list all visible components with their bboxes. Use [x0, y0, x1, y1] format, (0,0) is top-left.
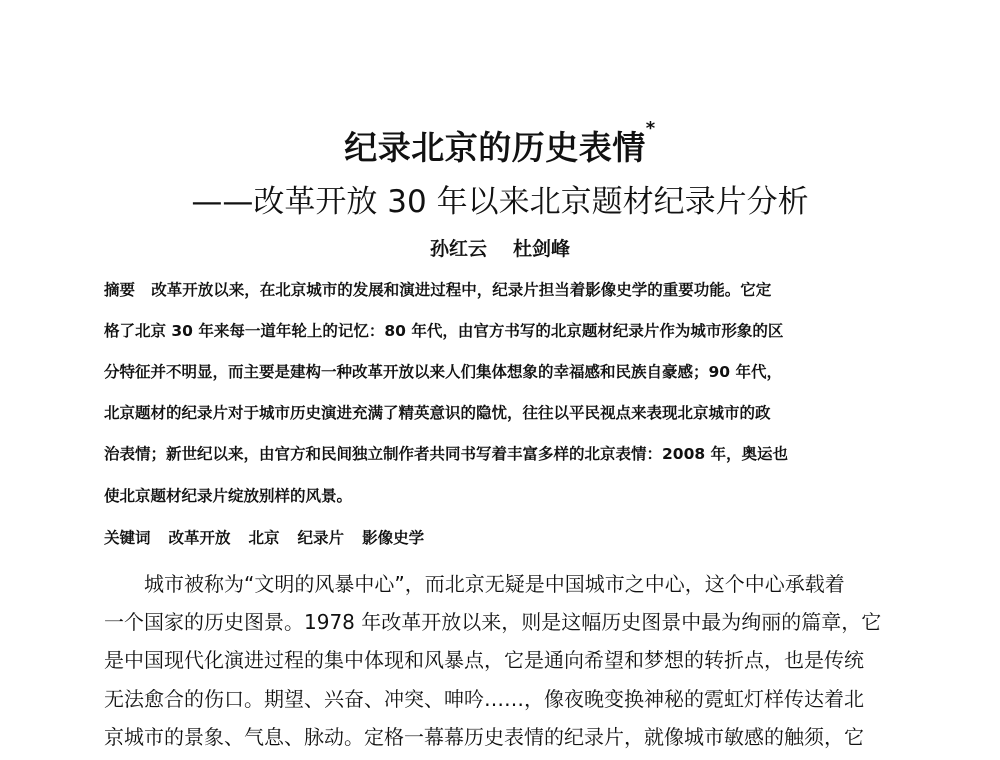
keyword: 影像史学 [362, 529, 425, 547]
keyword: 纪录片 [297, 529, 345, 547]
keyword: 北京 [248, 529, 280, 547]
author-name: 孙红云 [429, 238, 487, 260]
abstract-line: 治表情；新世纪以来，由官方和民间独立制作者共同书写着丰富多样的北京表情：2008 年，奥运也 [104, 445, 789, 463]
title-footnote-mark: * [645, 118, 656, 139]
title-text: 纪录北京的历史表情 [344, 128, 646, 167]
body-paragraph-line: 城市被称为“文明的风暴中心”，而北京无疑是中国城市之中心，这个中心承载着 [144, 572, 845, 596]
abstract-line: 使北京题材纪录片绽放别样的风景。 [104, 487, 353, 505]
authors [0, 234, 1000, 261]
keywords [104, 526, 424, 548]
page-title [0, 118, 1000, 169]
abstract-label: 摘要 [104, 281, 136, 299]
abstract-text: 改革开放以来，在北京城市的发展和演进过程中，纪录片担当着影像史学的重要功能。它定 [151, 281, 772, 299]
abstract-line [104, 278, 771, 300]
body-paragraph-line: 无法愈合的伤口。期望、兴奋、冲突、呻吟……，像夜晚变换神秘的霓虹灯样传达着北 [104, 687, 864, 711]
abstract-line: 分特征并不明显，而主要是建构一种改革开放以来人们集体想象的幸福感和民族自豪感；90 年代， [104, 363, 782, 381]
body-paragraph-line: 京城市的景象、气息、脉动。定格一幕幕历史表情的纪录片，就像城市敏感的触须，它 [104, 725, 864, 749]
body-paragraph-line: 一个国家的历史图景。1978 年改革开放以来，则是这幅历史图景中最为绚丽的篇章，它 [104, 610, 882, 634]
keywords-label: 关键词 [104, 529, 151, 547]
keyword: 改革开放 [168, 529, 231, 547]
abstract-line: 格了北京 30 年来每一道年轮上的记忆：80 年代，由官方书写的北京题材纪录片作为城市形象的区 [104, 322, 784, 340]
abstract-line: 北京题材的纪录片对于城市历史演进充满了精英意识的隐忧，往往以平民视点来表现北京城市的政 [104, 404, 771, 422]
body-paragraph-line: 是中国现代化演进过程的集中体现和风暴点，它是通向希望和梦想的转折点，也是传统 [104, 648, 864, 672]
page-subtitle: ——改革开放 30 年以来北京题材纪录片分析 [191, 184, 809, 220]
author-name: 杜剑峰 [513, 238, 571, 260]
